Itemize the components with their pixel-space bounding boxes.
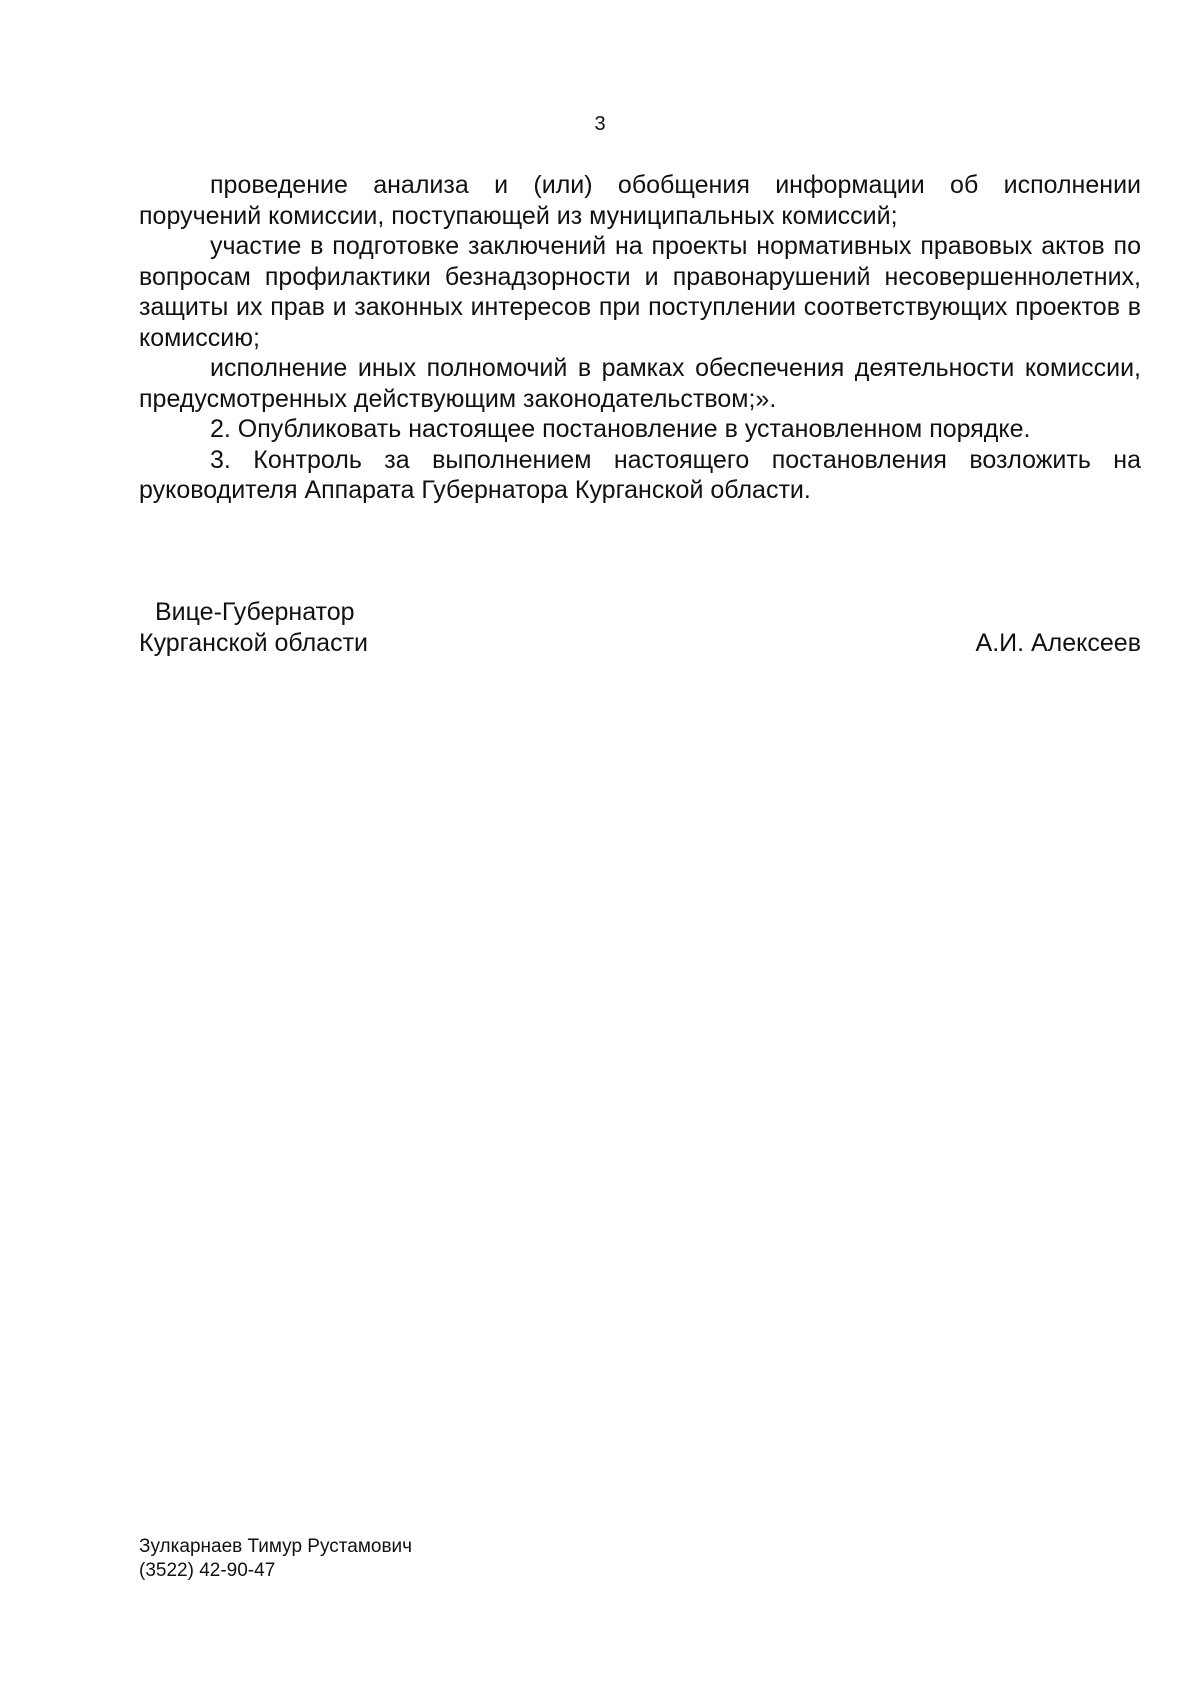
paragraph-control: 3. Контроль за выполнением настоящего постановления возложить на руководителя Аппарата Губернатора Курганской области. xyxy=(139,445,1141,504)
signatory-title: Вице-Губернатор xyxy=(155,598,355,626)
document-body xyxy=(139,170,1141,506)
paragraph-analysis: проведение анализа и (или) обобщения информации об исполнении поручений комиссии, поступающей из муниципальных комиссий; xyxy=(139,171,1141,230)
page-number: 3 xyxy=(594,113,606,135)
executor-phone: (3522) 42-90-47 xyxy=(139,1560,276,1581)
signatory-name: А.И. Алексеев xyxy=(975,628,1141,657)
paragraph-conclusions: участие в подготовке заключений на проекты нормативных правовых актов по вопросам профилактики безнадзорности и правонарушений несовершеннолетних, защиты их прав и законных интересов при поступлении соответствующих проектов в комиссию; xyxy=(139,232,1141,352)
signatory-region: Курганской области xyxy=(139,628,369,657)
executor-name: Зулкарнаев Тимур Рустамович xyxy=(139,1536,413,1557)
paragraph-publish: 2. Опубликовать настоящее постановление в установленном порядке. xyxy=(210,415,1031,443)
executor-block xyxy=(139,1535,412,1583)
signatory-position xyxy=(139,597,368,658)
paragraph-other-powers: исполнение иных полномочий в рамках обеспечения деятельности комиссии, предусмотренных действующим законодательством;». xyxy=(139,354,1141,413)
